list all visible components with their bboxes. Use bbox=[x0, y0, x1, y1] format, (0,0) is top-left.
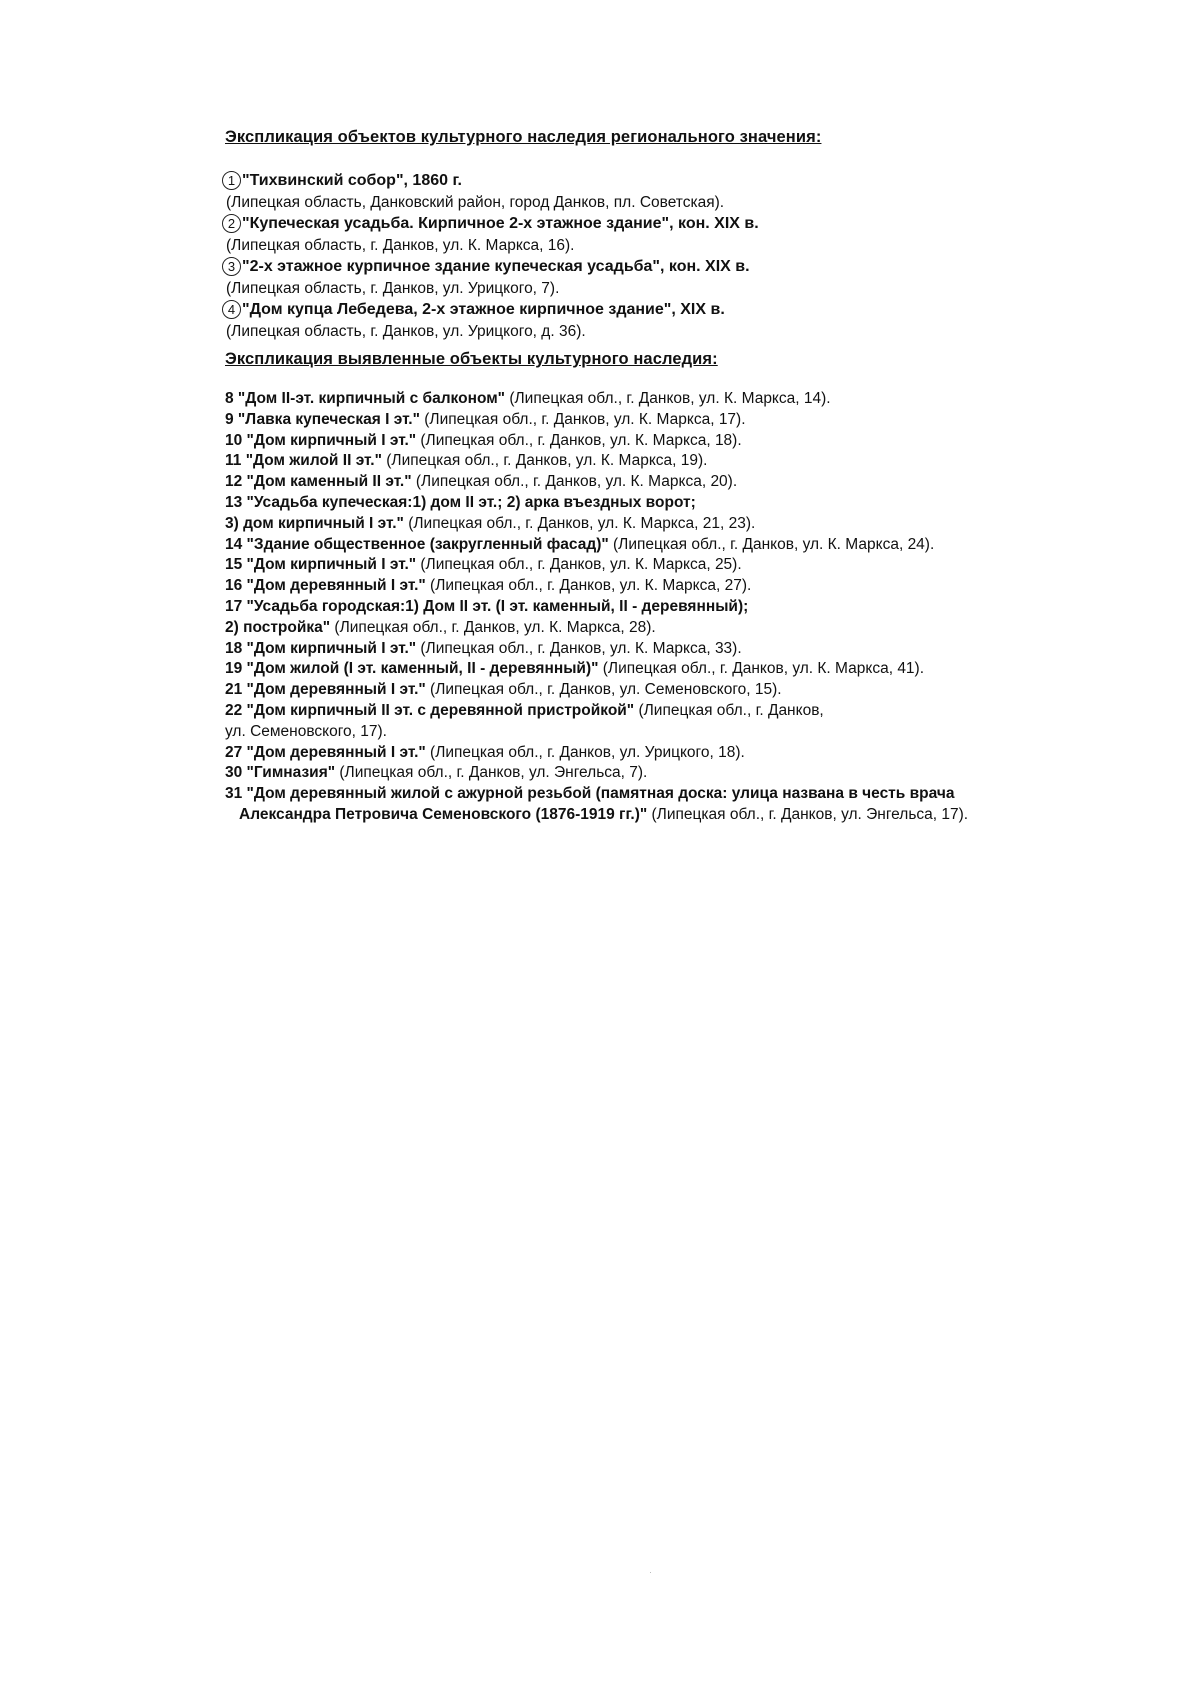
regional-object-title: "Тихвинский собор", 1860 г. bbox=[242, 172, 462, 189]
circled-number: 1 bbox=[222, 171, 241, 190]
regional-objects-list bbox=[222, 170, 1122, 342]
regional-heading: Экспликация объектов культурного наследия регионального значения: bbox=[225, 128, 822, 146]
identified-object-title: 8 "Дом II-эт. кирпичный с балконом" bbox=[225, 390, 506, 407]
identified-object-line bbox=[225, 763, 1125, 784]
identified-object-address: (Липецкая обл., г. Данков, ул. К. Маркса, 14). bbox=[505, 390, 831, 407]
identified-object-line bbox=[225, 472, 1125, 493]
identified-object-title: 2) постройка" bbox=[225, 618, 331, 636]
identified-object-line bbox=[225, 514, 1125, 535]
identified-object-title: 30 "Гимназия" bbox=[225, 764, 336, 782]
regional-object-address: (Липецкая область, г. Данков, ул. Урицкого, д. 36). bbox=[226, 322, 586, 340]
regional-object-title: "Дом купца Лебедева, 2-х этажное кирпичное здание", XIX в. bbox=[242, 301, 725, 318]
identified-object-address: (Липецкая обл., г. Данков, ул. К. Маркса, 41). bbox=[598, 660, 925, 678]
identified-object-line bbox=[225, 722, 1125, 743]
identified-object-address: (Липецкая обл., г. Данков, ул. К. Маркса, 28). bbox=[330, 618, 656, 636]
scan-speck bbox=[650, 1572, 651, 1573]
identified-object-line bbox=[225, 659, 1125, 680]
identified-object-title: 13 "Усадьба купеческая:1) дом II эт.; 2) арка въездных ворот; bbox=[225, 493, 696, 511]
identified-object-line bbox=[225, 410, 1125, 431]
identified-object-line bbox=[225, 618, 1125, 639]
identified-object-title: 31 "Дом деревянный жилой с ажурной резьбой (памятная доска: улица названа в честь врача bbox=[225, 785, 955, 803]
identified-object-address: (Липецкая обл., г. Данков, ул. К. Маркса, 19). bbox=[381, 452, 708, 470]
identified-object-address: (Липецкая обл., г. Данков, ул. Энгельса, 7). bbox=[335, 764, 648, 782]
identified-object-line bbox=[225, 431, 1125, 452]
identified-object-title: 18 "Дом кирпичный I эт." bbox=[225, 639, 417, 657]
identified-object-line bbox=[225, 805, 1125, 826]
circled-number: 4 bbox=[222, 300, 241, 319]
identified-object-address: (Липецкая обл., г. Данков, ул. К. Маркса, 20). bbox=[411, 473, 738, 491]
identified-object-address: (Липецкая обл., г. Данков, ул. К. Маркса, 24). bbox=[608, 535, 935, 553]
identified-object-title: 12 "Дом каменный II эт." bbox=[225, 473, 412, 491]
identified-object-address: (Липецкая обл., г. Данков, ул. К. Маркса, 21, 23). bbox=[403, 514, 756, 532]
identified-object-title: 19 "Дом жилой (I эт. каменный, II - деревянный)" bbox=[225, 660, 599, 678]
identified-object-address: (Липецкая обл., г. Данков, ул. К. Маркса, 25). bbox=[416, 556, 742, 574]
identified-object-line bbox=[225, 389, 1125, 410]
identified-object-line bbox=[225, 701, 1125, 722]
identified-object-line bbox=[225, 576, 1125, 597]
identified-object-title: 21 "Дом деревянный I эт." bbox=[225, 681, 426, 699]
identified-object-line bbox=[225, 451, 1125, 472]
identified-object-address: (Липецкая обл., г. Данков, ул. Энгельса, 17). bbox=[647, 805, 969, 823]
regional-object-address: (Липецкая область, Данковский район, город Данков, пл. Советская). bbox=[226, 193, 725, 211]
identified-object-title: 16 "Дом деревянный I эт." bbox=[225, 577, 426, 595]
identified-objects-list bbox=[225, 389, 1125, 826]
regional-object-title: "Купеческая усадьба. Кирпичное 2-х этажное здание", кон. XIX в. bbox=[242, 215, 759, 232]
identified-object-line bbox=[225, 535, 1125, 556]
identified-object-line bbox=[225, 639, 1125, 660]
identified-object-title: 3) дом кирпичный I эт." bbox=[225, 514, 404, 532]
identified-object-address: (Липецкая обл., г. Данков, ул. К. Маркса, 27). bbox=[425, 577, 752, 595]
regional-object-1 bbox=[222, 170, 1122, 213]
identified-object-address: ул. Семеновского, 17). bbox=[225, 722, 387, 740]
identified-object-address: (Липецкая обл., г. Данков, ул. К. Маркса, 18). bbox=[416, 431, 742, 449]
identified-object-title: 22 "Дом кирпичный II эт. с деревянной пристройкой" bbox=[225, 701, 635, 719]
regional-object-title: "2-х этажное курпичное здание купеческая усадьба", кон. XIX в. bbox=[242, 258, 750, 275]
regional-object-3 bbox=[222, 256, 1122, 299]
regional-object-address: (Липецкая область, г. Данков, ул. Урицкого, 7). bbox=[226, 279, 560, 297]
identified-object-address: (Липецкая обл., г. Данков, ул. Семеновского, 15). bbox=[425, 681, 782, 699]
identified-object-title: 27 "Дом деревянный I эт." bbox=[225, 743, 426, 761]
identified-object-line bbox=[225, 493, 1125, 514]
identified-object-title: 17 "Усадьба городская:1) Дом II эт. (I эт. каменный, II - деревянный); bbox=[225, 597, 749, 615]
regional-object-address: (Липецкая область, г. Данков, ул. К. Маркса, 16). bbox=[226, 236, 575, 254]
identified-object-line bbox=[225, 680, 1125, 701]
identified-heading: Экспликация выявленные объекты культурного наследия: bbox=[225, 350, 718, 368]
circled-number: 3 bbox=[222, 257, 241, 276]
regional-object-4 bbox=[222, 299, 1122, 342]
identified-object-title: 10 "Дом кирпичный I эт." bbox=[225, 431, 417, 449]
identified-object-address: (Липецкая обл., г. Данков, ул. К. Маркса, 33). bbox=[416, 639, 742, 657]
identified-object-title: Александра Петровича Семеновского (1876-1919 гг.)" bbox=[239, 805, 648, 823]
identified-object-line bbox=[225, 597, 1125, 618]
identified-object-address: (Липецкая обл., г. Данков, ул. К. Маркса, 17). bbox=[419, 410, 746, 428]
identified-object-address: (Липецкая обл., г. Данков, bbox=[634, 701, 824, 719]
identified-object-title: 11 "Дом жилой II эт." bbox=[225, 452, 382, 470]
identified-object-address: (Липецкая обл., г. Данков, ул. Урицкого, 18). bbox=[425, 743, 745, 761]
identified-object-line bbox=[225, 784, 1125, 805]
identified-object-line bbox=[225, 555, 1125, 576]
regional-object-2 bbox=[222, 213, 1122, 256]
identified-object-title: 9 "Лавка купеческая I эт." bbox=[225, 410, 420, 428]
identified-object-title: 15 "Дом кирпичный I эт." bbox=[225, 556, 417, 574]
identified-object-line bbox=[225, 743, 1125, 764]
circled-number: 2 bbox=[222, 214, 241, 233]
identified-object-title: 14 "Здание общественное (закругленный фасад)" bbox=[225, 535, 609, 553]
